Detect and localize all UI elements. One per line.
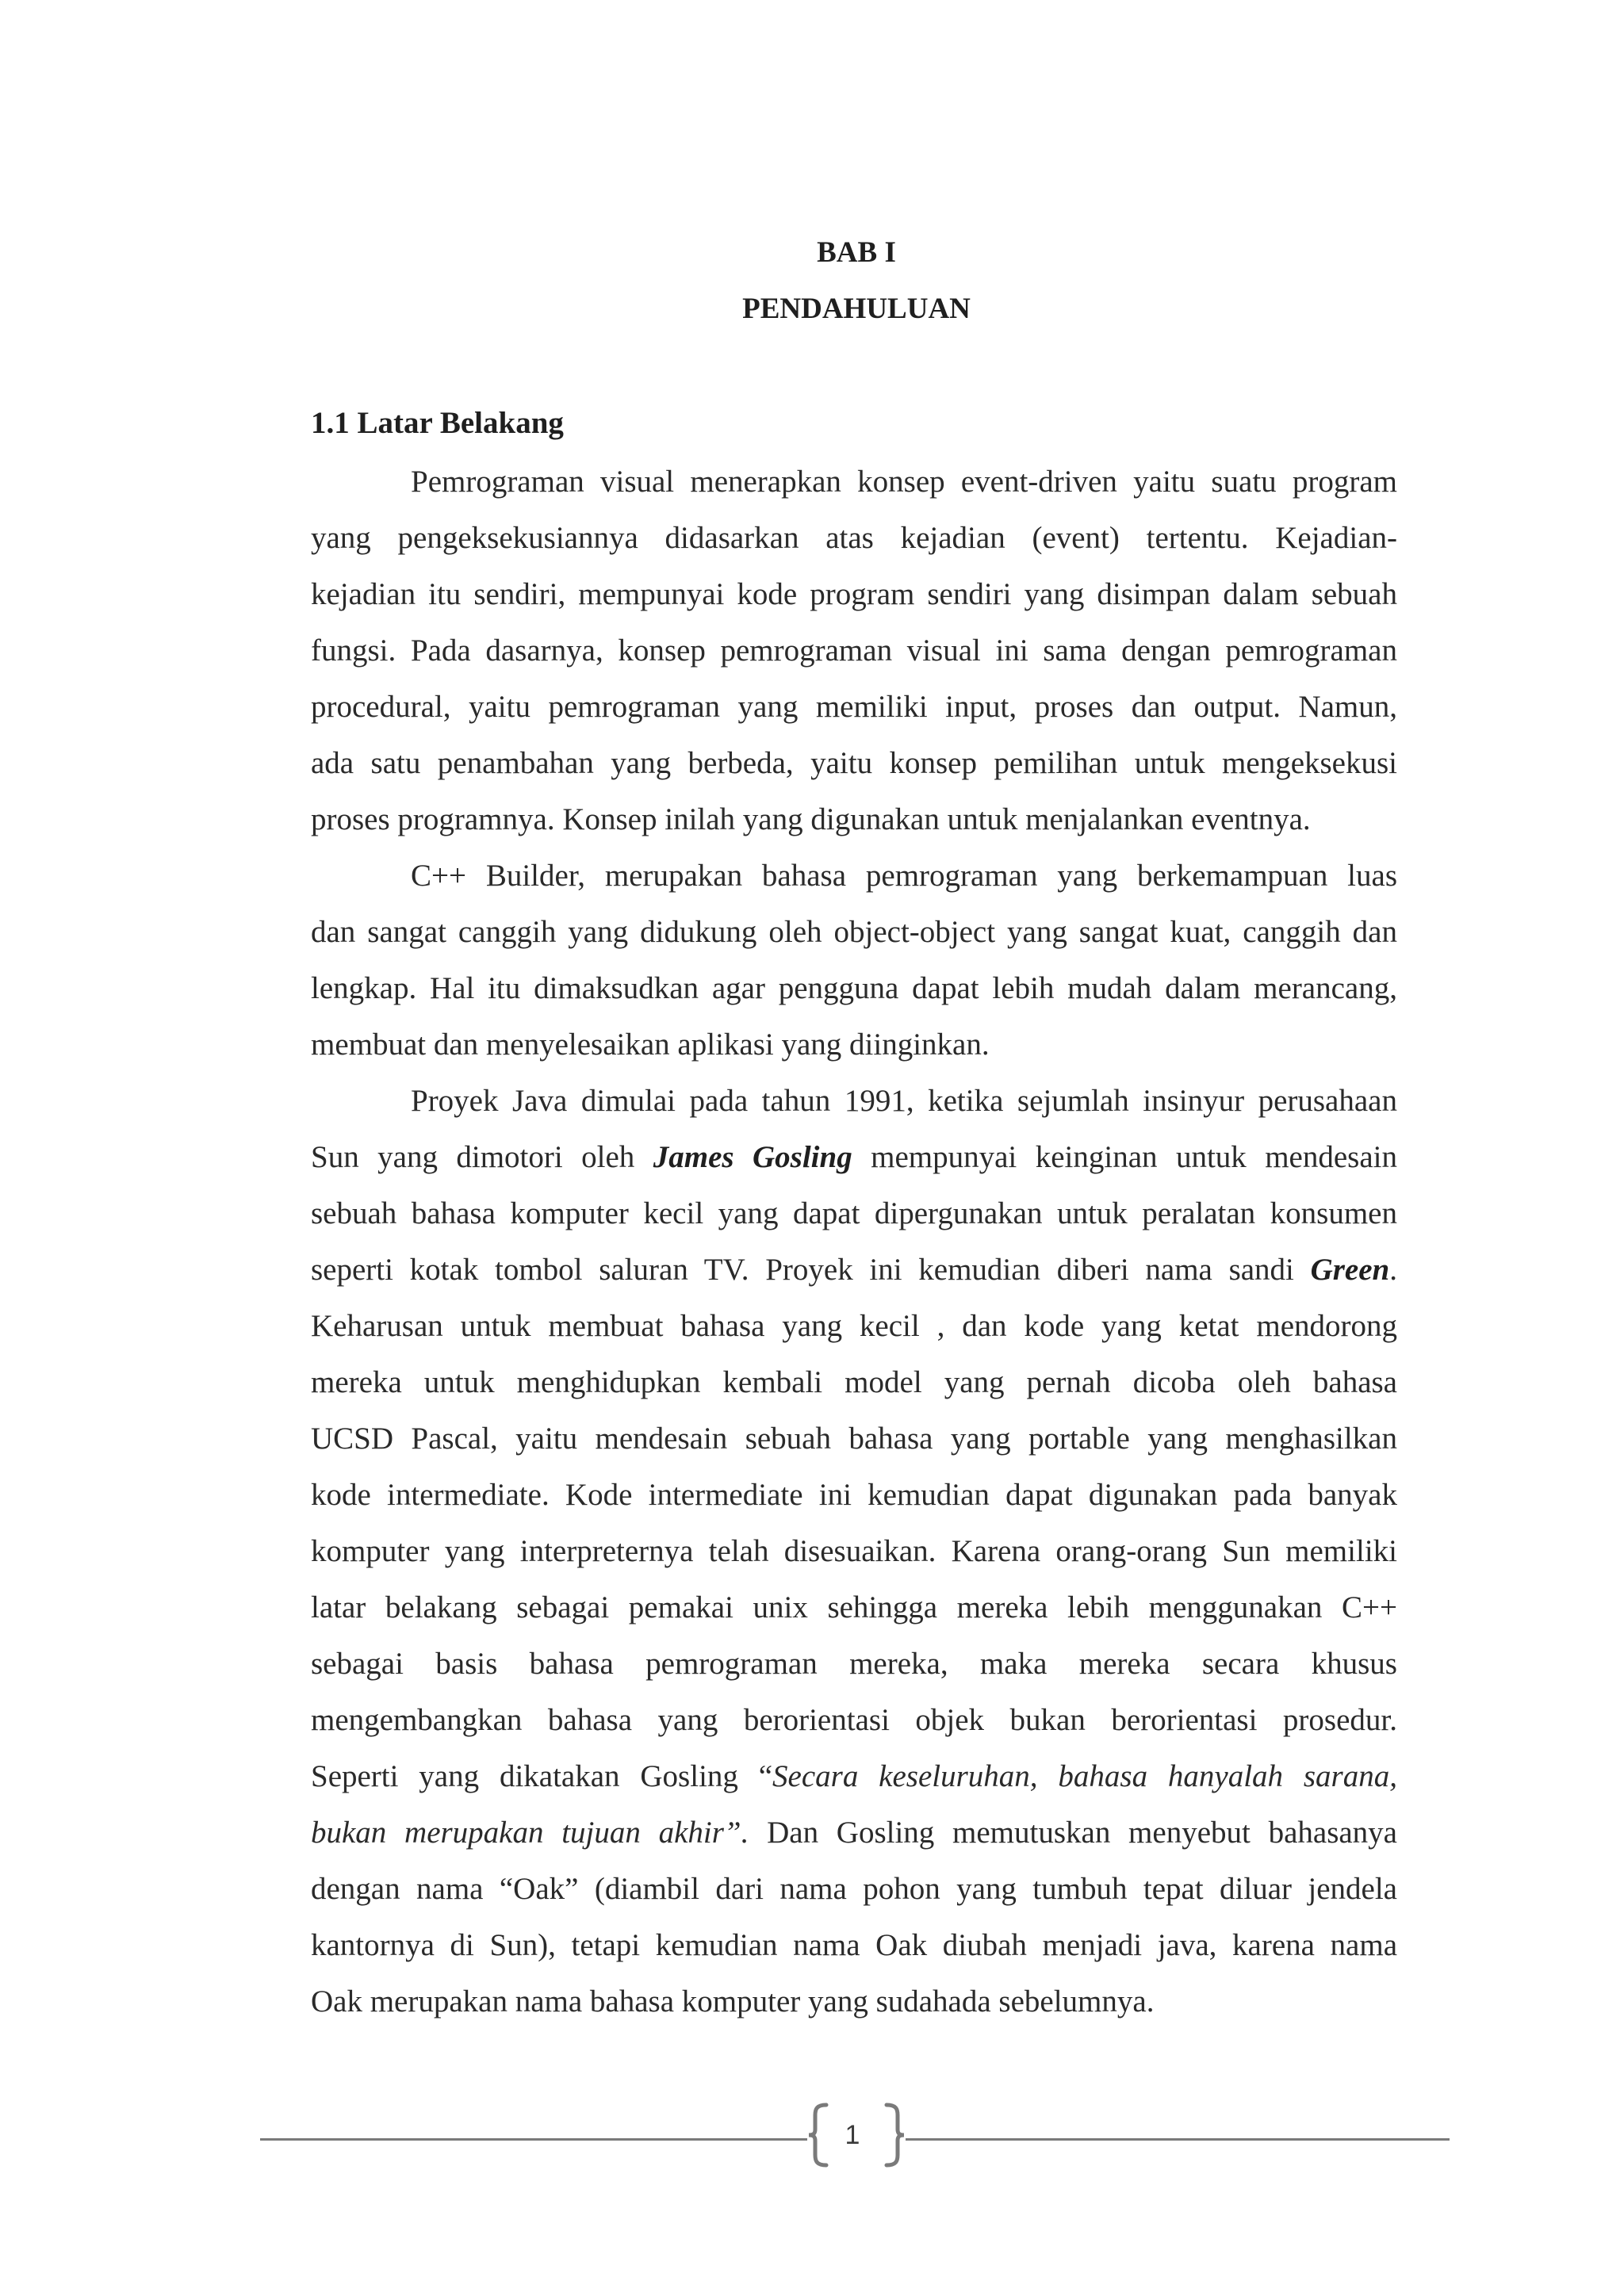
paragraph-3-line: UCSD Pascal, yaitu mendesain sebuah bahasa yang portable yang menghasilkan	[311, 1422, 1397, 1456]
paragraph-3-line: sebuah bahasa komputer kecil yang dapat dipergunakan untuk peralatan konsumen	[311, 1196, 1397, 1230]
paragraph-3-line: dengan nama “Oak” (diambil dari nama pohon yang tumbuh tepat diluar jendela	[311, 1872, 1397, 1906]
page-number: 1	[845, 2120, 860, 2150]
paragraph-1-line: Pemrograman visual menerapkan konsep event-driven yaitu suatu program	[411, 465, 1397, 499]
text-run: Sun yang dimotori oleh	[311, 1140, 653, 1174]
text-run: seperti kotak tombol saluran TV. Proyek ini kemudian diberi nama sandi	[311, 1253, 1311, 1287]
paragraph-3-line	[311, 1812, 1397, 1854]
paragraph-3-line: sebagai basis bahasa pemrograman mereka, maka mereka secara khusus	[311, 1647, 1397, 1681]
emphasis-james-gosling: James Gosling	[653, 1140, 852, 1174]
paragraph-2-line: lengkap. Hal itu dimaksudkan agar pengguna dapat lebih mudah dalam merancang,	[311, 971, 1397, 1005]
paragraph-1-line: procedural, yaitu pemrograman yang memiliki input, proses dan output. Namun,	[311, 690, 1397, 724]
chapter-number: BAB I	[817, 236, 896, 269]
paragraph-3-line	[311, 1756, 1397, 1797]
paragraph-3-line: komputer yang interpreternya telah disesuaikan. Karena orang-orang Sun memiliki	[311, 1534, 1397, 1568]
paragraph-2-line: membuat dan menyelesaikan aplikasi yang diinginkan.	[311, 1027, 990, 1062]
paragraph-3-line: Oak merupakan nama bahasa komputer yang sudahada sebelumnya.	[311, 1984, 1155, 2019]
paragraph-1-line: kejadian itu sendiri, mempunyai kode program sendiri yang disimpan dalam sebuah	[311, 577, 1397, 611]
paragraph-3-line: kantornya di Sun), tetapi kemudian nama Oak diubah menjadi java, karena nama	[311, 1928, 1397, 1962]
footer-rule-right	[906, 2138, 1450, 2141]
paragraph-1-line: yang pengeksekusiannya didasarkan atas kejadian (event) tertentu. Kejadian-	[311, 521, 1397, 555]
chapter-title: PENDAHULUAN	[742, 293, 971, 325]
right-brace-icon	[882, 2103, 906, 2168]
paragraph-3-line	[311, 1137, 1397, 1178]
paragraph-1-line: fungsi. Pada dasarnya, konsep pemrograman visual ini sama dengan pemrograman	[311, 633, 1397, 668]
text-run: Dan Gosling memutuskan menyebut bahasanya	[749, 1816, 1397, 1850]
gosling-quote: Secara keseluruhan, bahasa hanyalah sarana,	[772, 1759, 1397, 1793]
paragraph-2-line: C++ Builder, merupakan bahasa pemrograman yang berkemampuan luas	[411, 859, 1397, 893]
paragraph-3-line: Keharusan untuk membuat bahasa yang kecil , dan kode yang ketat mendorong	[311, 1309, 1397, 1343]
section-heading: 1.1 Latar Belakang	[311, 406, 564, 440]
paragraph-3-line	[311, 1249, 1397, 1291]
emphasis-green: Green	[1310, 1253, 1390, 1287]
paragraph-3-line: latar belakang sebagai pemakai unix sehingga mereka lebih menggunakan C++	[311, 1590, 1397, 1624]
text-run: .	[1389, 1253, 1397, 1287]
text-run: mempunyai keinginan untuk mendesain	[852, 1140, 1397, 1174]
text-run: Seperti yang dikatakan Gosling “	[311, 1759, 773, 1793]
paragraph-3-line: mengembangkan bahasa yang berorientasi objek bukan berorientasi prosedur.	[311, 1703, 1397, 1737]
paragraph-3-line: Proyek Java dimulai pada tahun 1991, ketika sejumlah insinyur perusahaan	[411, 1084, 1397, 1118]
paragraph-2-line: dan sangat canggih yang didukung oleh object-object yang sangat kuat, canggih dan	[311, 915, 1397, 949]
paragraph-3-line: mereka untuk menghidupkan kembali model yang pernah dicoba oleh bahasa	[311, 1365, 1397, 1399]
paragraph-1-line: proses programnya. Konsep inilah yang digunakan untuk menjalankan eventnya.	[311, 802, 1311, 836]
gosling-quote: bukan merupakan tujuan akhir”.	[311, 1816, 749, 1850]
footer-rule-left	[260, 2138, 807, 2141]
paragraph-1-line: ada satu penambahan yang berbeda, yaitu konsep pemilihan untuk mengeksekusi	[311, 746, 1397, 780]
paragraph-3-line: kode intermediate. Kode intermediate ini kemudian dapat digunakan pada banyak	[311, 1478, 1397, 1512]
